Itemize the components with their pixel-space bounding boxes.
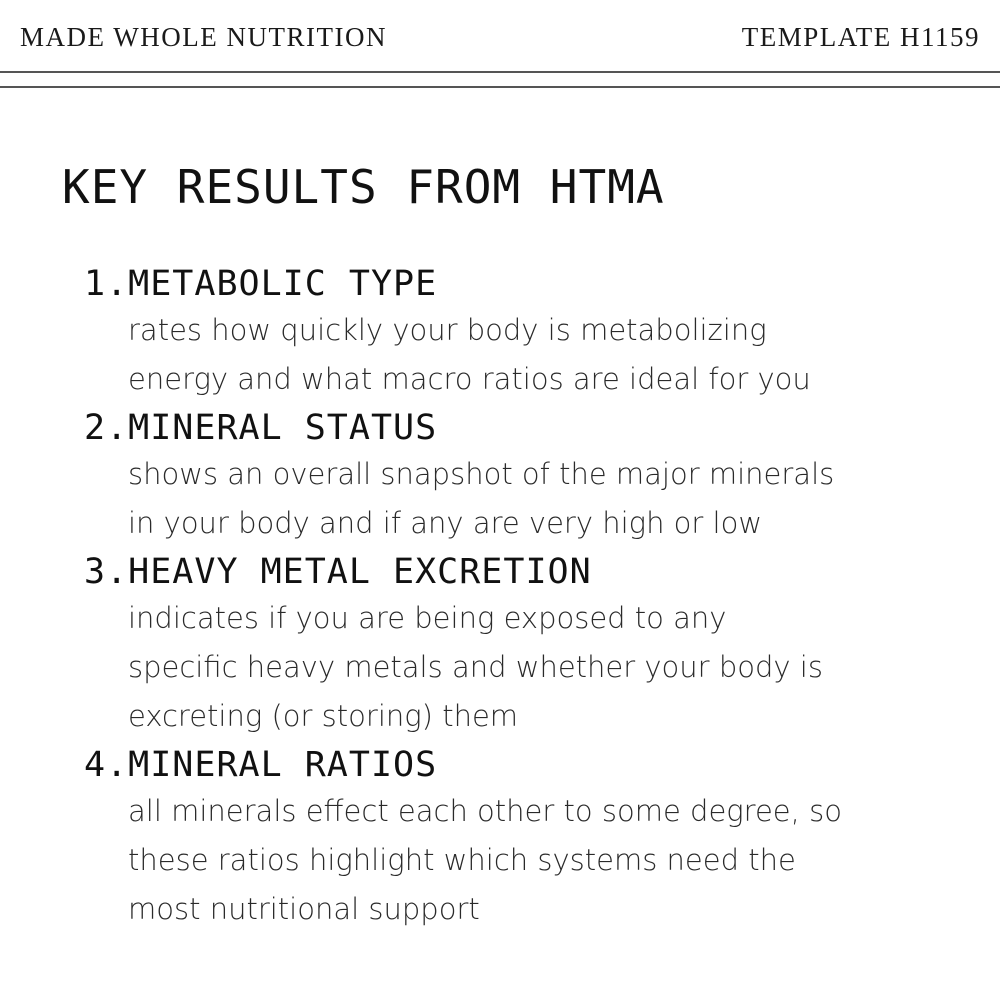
result-heading [84,262,964,306]
description-line: energy and what macro ratios are ideal for you [128,362,811,396]
result-heading-text: MINERAL STATUS [128,408,438,448]
list-item [84,406,964,548]
header-divider-top [0,71,1000,73]
description-line: rates how quickly your body is metabolizing [128,313,767,347]
result-heading-text: HEAVY METAL EXCRETION [128,552,592,592]
results-list [84,262,964,936]
description-line: in your body and if any are very high or low [128,506,763,540]
brand-name: MADE WHOLE NUTRITION [20,22,387,52]
description-line: specific heavy metals and whether your body is [128,650,823,684]
list-item [84,262,964,404]
list-item [84,743,964,934]
result-heading-text: MINERAL RATIOS [128,745,438,785]
description-line: shows an overall snapshot of the major minerals [128,457,835,491]
header-divider-bottom [0,86,1000,88]
description-line: indicates if you are being exposed to any [128,601,727,635]
template-code: TEMPLATE H1159 [741,22,980,52]
result-heading-text: METABOLIC TYPE [128,264,438,304]
result-number: 3. [84,552,129,592]
result-description [128,450,888,548]
result-heading [84,406,964,450]
result-heading [84,743,964,787]
result-heading [84,550,964,594]
description-line: all minerals effect each other to some degree, so [128,794,842,828]
result-number: 4. [84,745,129,785]
description-line: these ratios highlight which systems need the [128,843,796,877]
description-line: most nutritional support [128,892,480,926]
description-line: excreting (or storing) them [128,699,519,733]
result-description [128,594,888,741]
list-item [84,550,964,741]
result-description [128,306,888,404]
result-number: 2. [84,408,129,448]
page-title: KEY RESULTS FROM HTMA [62,160,665,214]
page-header [0,0,1000,72]
result-description [128,787,888,934]
result-number: 1. [84,264,129,304]
